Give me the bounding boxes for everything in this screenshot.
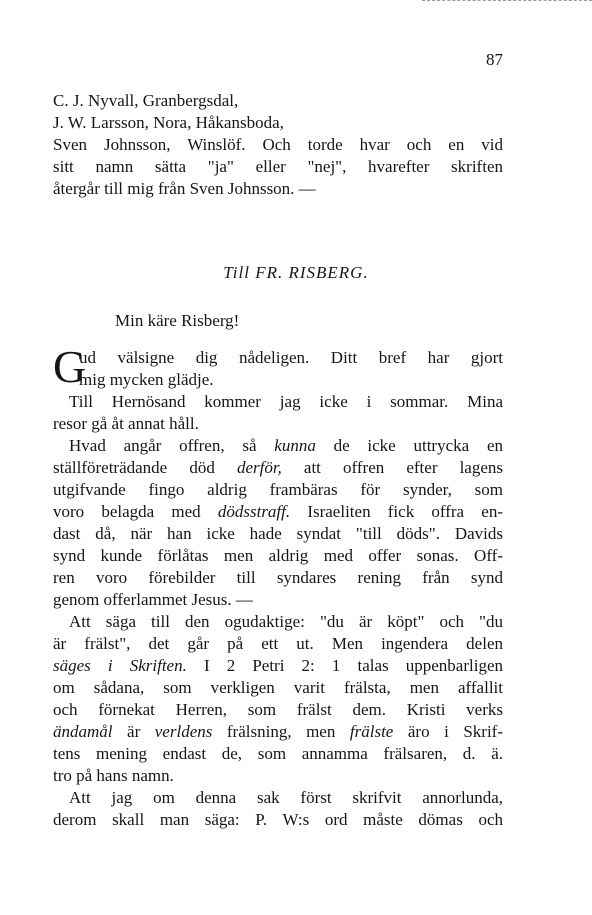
text-segment: I 2 Petri 2: 1 talas uppenbarligen	[186, 656, 503, 675]
text-line: Att jag om denna sak först skrifvit annorlunda,	[69, 788, 503, 807]
text-line	[69, 435, 503, 457]
text-line: är frälst", det går på ett ut. Men ingendera delen	[53, 634, 503, 653]
emphasis-text: ändamål	[53, 722, 113, 741]
text-line: Att säga till den ogudaktige: "du är köpt" och "du	[69, 612, 503, 631]
text-segment: voro belagda med	[53, 502, 218, 521]
text-line	[53, 721, 503, 743]
text-line	[53, 501, 503, 523]
text-line: mig mycken glädje.	[79, 370, 214, 389]
text-line	[53, 457, 503, 479]
text-line: och förnekat Herren, som frälst dem. Kristi verks	[53, 700, 503, 719]
text-segment: att offren efter lagens	[281, 458, 504, 477]
text-line: om sådana, som verkligen varit frälsta, men affallit	[53, 678, 503, 697]
text-segment: ställföreträdande död	[53, 458, 237, 477]
text-segment: äro i Skrif-	[393, 722, 504, 741]
text-segment: Israeliten fick offra en-	[290, 502, 503, 521]
drop-cap: G	[53, 341, 87, 392]
text-line: derom skall man säga: P. W:s ord måste dömas och	[53, 810, 503, 829]
emphasis-text: kunna	[274, 436, 316, 455]
salutation: Min käre Risberg!	[115, 311, 240, 330]
text-line: genom offerlammet Jesus. —	[53, 590, 253, 609]
text-line: sitt namn sätta "ja" eller "nej", hvarefter skriften	[53, 157, 503, 176]
text-line: återgår till mig från Sven Johnsson. —	[53, 179, 316, 198]
letter-title: Till FR. RISBERG.	[223, 263, 369, 282]
emphasis-text: derför,	[236, 458, 282, 477]
text-line: C. J. Nyvall, Granbergsdal,	[53, 91, 239, 110]
text-line: tro på hans namn.	[53, 766, 174, 785]
text-line: ren voro förebilder till syndares rening från synd	[53, 568, 503, 587]
text-line: ud välsigne dig nådeligen. Ditt bref har gjort	[79, 348, 503, 367]
text-line: J. W. Larsson, Nora, Håkansboda,	[53, 113, 284, 132]
text-segment: Hvad angår offren, så	[69, 436, 275, 455]
text-segment: de icke uttrycka en	[315, 436, 503, 455]
text-line: Till Hernösand kommer jag icke i sommar. Mina	[69, 392, 503, 411]
text-line: dast då, när han icke hade syndat "till döds". Davids	[53, 524, 503, 543]
text-segment: är	[112, 722, 155, 741]
text-line: resor gå åt annat håll.	[53, 414, 199, 433]
emphasis-text: dödsstraff.	[217, 502, 291, 521]
page-number: 87	[486, 50, 503, 69]
text-line	[53, 655, 503, 677]
emphasis-text: frälste	[349, 722, 394, 741]
text-line: synd kunde förlåtas men aldrig med offer sonas. Off-	[53, 546, 503, 565]
text-segment: frälsning, men	[212, 722, 350, 741]
text-line: tens mening endast de, som annamma frälsaren, d. ä.	[53, 744, 503, 763]
text-line: Sven Johnsson, Winslöf. Och torde hvar och en vid	[53, 135, 503, 154]
text-line: utgifvande fingo aldrig frambäras för synder, som	[53, 480, 503, 499]
scan-edge-mark	[422, 0, 592, 3]
emphasis-text: säges i Skriften.	[53, 656, 187, 675]
emphasis-text: verldens	[154, 722, 213, 741]
